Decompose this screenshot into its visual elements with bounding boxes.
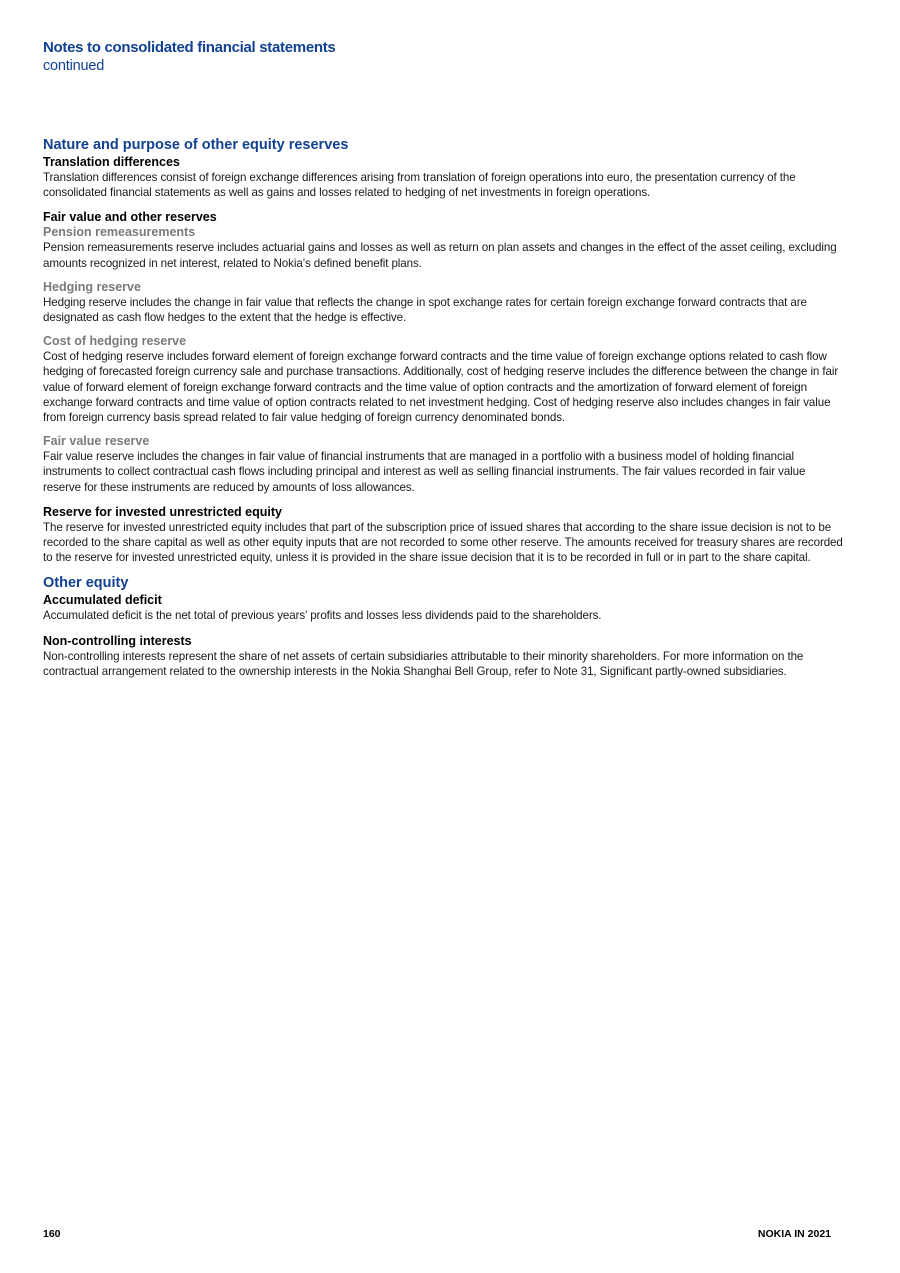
invested-unrestricted-title: Reserve for invested unrestricted equity [43, 504, 282, 519]
non-controlling-text: Non-controlling interests represent the share of net assets of certain subsidiaries attributable to their minority shareholders. For more information on the contractual arrangement related to the ownership interests in the Nokia Shanghai Bell Group, refer to Note 31, Significant partly-owned subsidiaries. [43, 649, 804, 678]
translation-differences-title: Translation differences [43, 155, 180, 169]
non-controlling-block [43, 633, 843, 679]
page-title: Notes to consolidated financial statements [43, 39, 336, 56]
hedging-title: Hedging reserve [43, 279, 141, 294]
translation-differences-text: Translation differences consist of foreign exchange differences arising from translation of foreign operations into euro, the presentation currency of the consolidated financial statements as well as gains and losses related to hedging of net investments in foreign operations. [43, 171, 796, 200]
invested-unrestricted-text: The reserve for invested unrestricted equity includes that part of the subscription price of issued shares that according to the share issue decision is not to be recorded to the share capital as well as other equity inputs that are not recorded to some other reserve. The amounts received for treasury shares are recorded to the reserve for invested unrestricted equity, unless it is provided in the share issue decision that it is to be recorded in full or in part to the share capital. [43, 520, 843, 565]
pension-title: Pension remeasurements [43, 225, 196, 240]
fair-value-other-block [43, 209, 843, 494]
translation-differences-block [43, 154, 843, 200]
invested-unrestricted-block [43, 504, 843, 566]
page-subtitle: continued [43, 58, 105, 74]
section-heading-nature: Nature and purpose of other equity reserves [43, 137, 349, 153]
main-content [43, 136, 843, 688]
non-controlling-title: Non-controlling interests [43, 633, 192, 648]
section-heading-other-equity: Other equity [43, 575, 129, 592]
cost-of-hedging-block [43, 334, 843, 425]
fair-value-reserve-block [43, 434, 843, 495]
pension-text: Pension remeasurements reserve includes actuarial gains and losses as well as return on plan assets and changes in the effect of the asset ceiling, excluding amounts recognized in net interest, related to Nokia’s defined benefit plans. [43, 241, 837, 270]
hedging-text: Hedging reserve includes the change in fair value that reflects the change in spot exchange rates for certain foreign exchange forward contracts that are designated as cash flow hedges to the extent that the hedge is effective. [43, 295, 807, 325]
accumulated-deficit-text: Accumulated deficit is the net total of previous years’ profits and losses less dividends paid to the shareholders. [43, 609, 602, 623]
pension-block [43, 225, 843, 270]
accumulated-deficit-block [43, 592, 843, 623]
cost-of-hedging-title: Cost of hedging reserve [43, 334, 187, 349]
fair-value-reserve-text: Fair value reserve includes the changes in fair value of financial instruments that are managed in a portfolio with a business model of holding financial instruments to collect contractual cash flows including principal and interest as well as selling financial instruments. The fair values recorded in fair value reserve for these instruments are reduced by amounts of loss allowances. [43, 450, 806, 494]
hedging-block [43, 280, 843, 325]
accumulated-deficit-title: Accumulated deficit [43, 593, 162, 608]
cost-of-hedging-text: Cost of hedging reserve includes forward element of foreign exchange forward contracts and the time value of foreign exchange options related to cash flow hedging of forecasted foreign currency sale and purchase transactions. Additionally, cost of hedging reserve includes the difference between the change in fair value of forward element of foreign exchange forward contracts and the time value of option contracts and the amortization of forward element of foreign exchange forward contracts and time value of option contracts related to net investment hedging. Cost of hedging reserve also includes changes in fair value from foreign currency basis spread related to fair value hedging of foreign currency denominated bonds. [43, 350, 839, 425]
page-number: 160 [43, 1228, 61, 1240]
fair-value-other-title: Fair value and other reserves [43, 210, 217, 225]
page-header [43, 39, 335, 75]
fair-value-reserve-title: Fair value reserve [43, 434, 150, 449]
publication-name: NOKIA IN 2021 [757, 1228, 831, 1240]
